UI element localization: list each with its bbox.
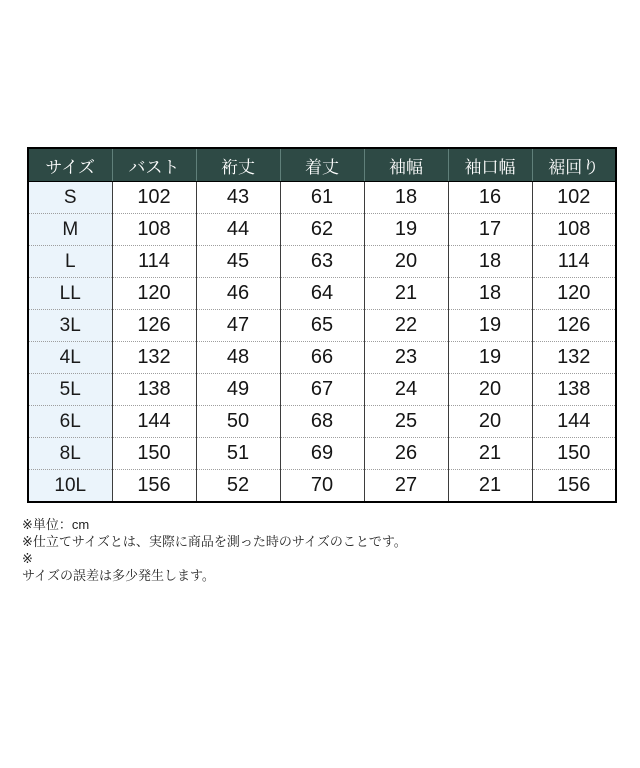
value-cell: 20 <box>364 246 448 278</box>
size-chart-table <box>27 147 617 503</box>
value-cell: 120 <box>532 278 616 310</box>
value-cell: 18 <box>364 182 448 214</box>
size-cell: 10L <box>28 470 112 503</box>
size-chart-table-wrap <box>27 147 617 503</box>
size-cell: L <box>28 246 112 278</box>
value-cell: 50 <box>196 406 280 438</box>
value-cell: 156 <box>112 470 196 503</box>
footnote-asterisk: ※ <box>22 551 33 566</box>
column-header: バスト <box>112 148 196 182</box>
footnote-tailored-size: ※仕立てサイズとは、実際に商品を測った時のサイズのことです。 <box>22 534 407 549</box>
value-cell: 156 <box>532 470 616 503</box>
value-cell: 21 <box>364 278 448 310</box>
value-cell: 69 <box>280 438 364 470</box>
value-cell: 25 <box>364 406 448 438</box>
value-cell: 23 <box>364 342 448 374</box>
column-header: 裄丈 <box>196 148 280 182</box>
value-cell: 26 <box>364 438 448 470</box>
column-header: 袖口幅 <box>448 148 532 182</box>
value-cell: 51 <box>196 438 280 470</box>
value-cell: 27 <box>364 470 448 503</box>
value-cell: 150 <box>112 438 196 470</box>
value-cell: 63 <box>280 246 364 278</box>
table-row <box>28 374 616 406</box>
table-row <box>28 214 616 246</box>
column-header: サイズ <box>28 148 112 182</box>
value-cell: 108 <box>112 214 196 246</box>
value-cell: 19 <box>448 342 532 374</box>
table-header-row <box>28 148 616 182</box>
table-body <box>28 182 616 503</box>
table-row <box>28 182 616 214</box>
value-cell: 65 <box>280 310 364 342</box>
size-cell: 5L <box>28 374 112 406</box>
footnote-tolerance: サイズの誤差は多少発生します。 <box>22 568 215 583</box>
size-cell: 6L <box>28 406 112 438</box>
value-cell: 19 <box>448 310 532 342</box>
value-cell: 52 <box>196 470 280 503</box>
value-cell: 22 <box>364 310 448 342</box>
value-cell: 47 <box>196 310 280 342</box>
size-cell: S <box>28 182 112 214</box>
value-cell: 20 <box>448 374 532 406</box>
value-cell: 16 <box>448 182 532 214</box>
footnote-unit: ※単位：cm <box>22 517 90 532</box>
footnotes <box>22 516 407 584</box>
value-cell: 62 <box>280 214 364 246</box>
value-cell: 46 <box>196 278 280 310</box>
value-cell: 102 <box>532 182 616 214</box>
value-cell: 138 <box>112 374 196 406</box>
value-cell: 49 <box>196 374 280 406</box>
value-cell: 19 <box>364 214 448 246</box>
table-header <box>28 148 616 182</box>
value-cell: 21 <box>448 438 532 470</box>
size-cell: 8L <box>28 438 112 470</box>
value-cell: 144 <box>112 406 196 438</box>
value-cell: 66 <box>280 342 364 374</box>
value-cell: 132 <box>112 342 196 374</box>
value-cell: 18 <box>448 278 532 310</box>
size-cell: M <box>28 214 112 246</box>
value-cell: 21 <box>448 470 532 503</box>
value-cell: 45 <box>196 246 280 278</box>
value-cell: 132 <box>532 342 616 374</box>
value-cell: 44 <box>196 214 280 246</box>
value-cell: 114 <box>532 246 616 278</box>
value-cell: 138 <box>532 374 616 406</box>
value-cell: 18 <box>448 246 532 278</box>
value-cell: 70 <box>280 470 364 503</box>
value-cell: 126 <box>532 310 616 342</box>
column-header: 袖幅 <box>364 148 448 182</box>
value-cell: 108 <box>532 214 616 246</box>
table-row <box>28 310 616 342</box>
value-cell: 120 <box>112 278 196 310</box>
table-row <box>28 470 616 503</box>
value-cell: 150 <box>532 438 616 470</box>
value-cell: 20 <box>448 406 532 438</box>
size-cell: 3L <box>28 310 112 342</box>
size-cell: LL <box>28 278 112 310</box>
value-cell: 144 <box>532 406 616 438</box>
size-cell: 4L <box>28 342 112 374</box>
value-cell: 24 <box>364 374 448 406</box>
table-row <box>28 246 616 278</box>
value-cell: 64 <box>280 278 364 310</box>
value-cell: 61 <box>280 182 364 214</box>
value-cell: 102 <box>112 182 196 214</box>
value-cell: 17 <box>448 214 532 246</box>
column-header: 着丈 <box>280 148 364 182</box>
table-row <box>28 406 616 438</box>
table-row <box>28 342 616 374</box>
value-cell: 68 <box>280 406 364 438</box>
table-row <box>28 278 616 310</box>
value-cell: 43 <box>196 182 280 214</box>
value-cell: 67 <box>280 374 364 406</box>
value-cell: 48 <box>196 342 280 374</box>
column-header: 裾回り <box>532 148 616 182</box>
value-cell: 126 <box>112 310 196 342</box>
table-row <box>28 438 616 470</box>
value-cell: 114 <box>112 246 196 278</box>
